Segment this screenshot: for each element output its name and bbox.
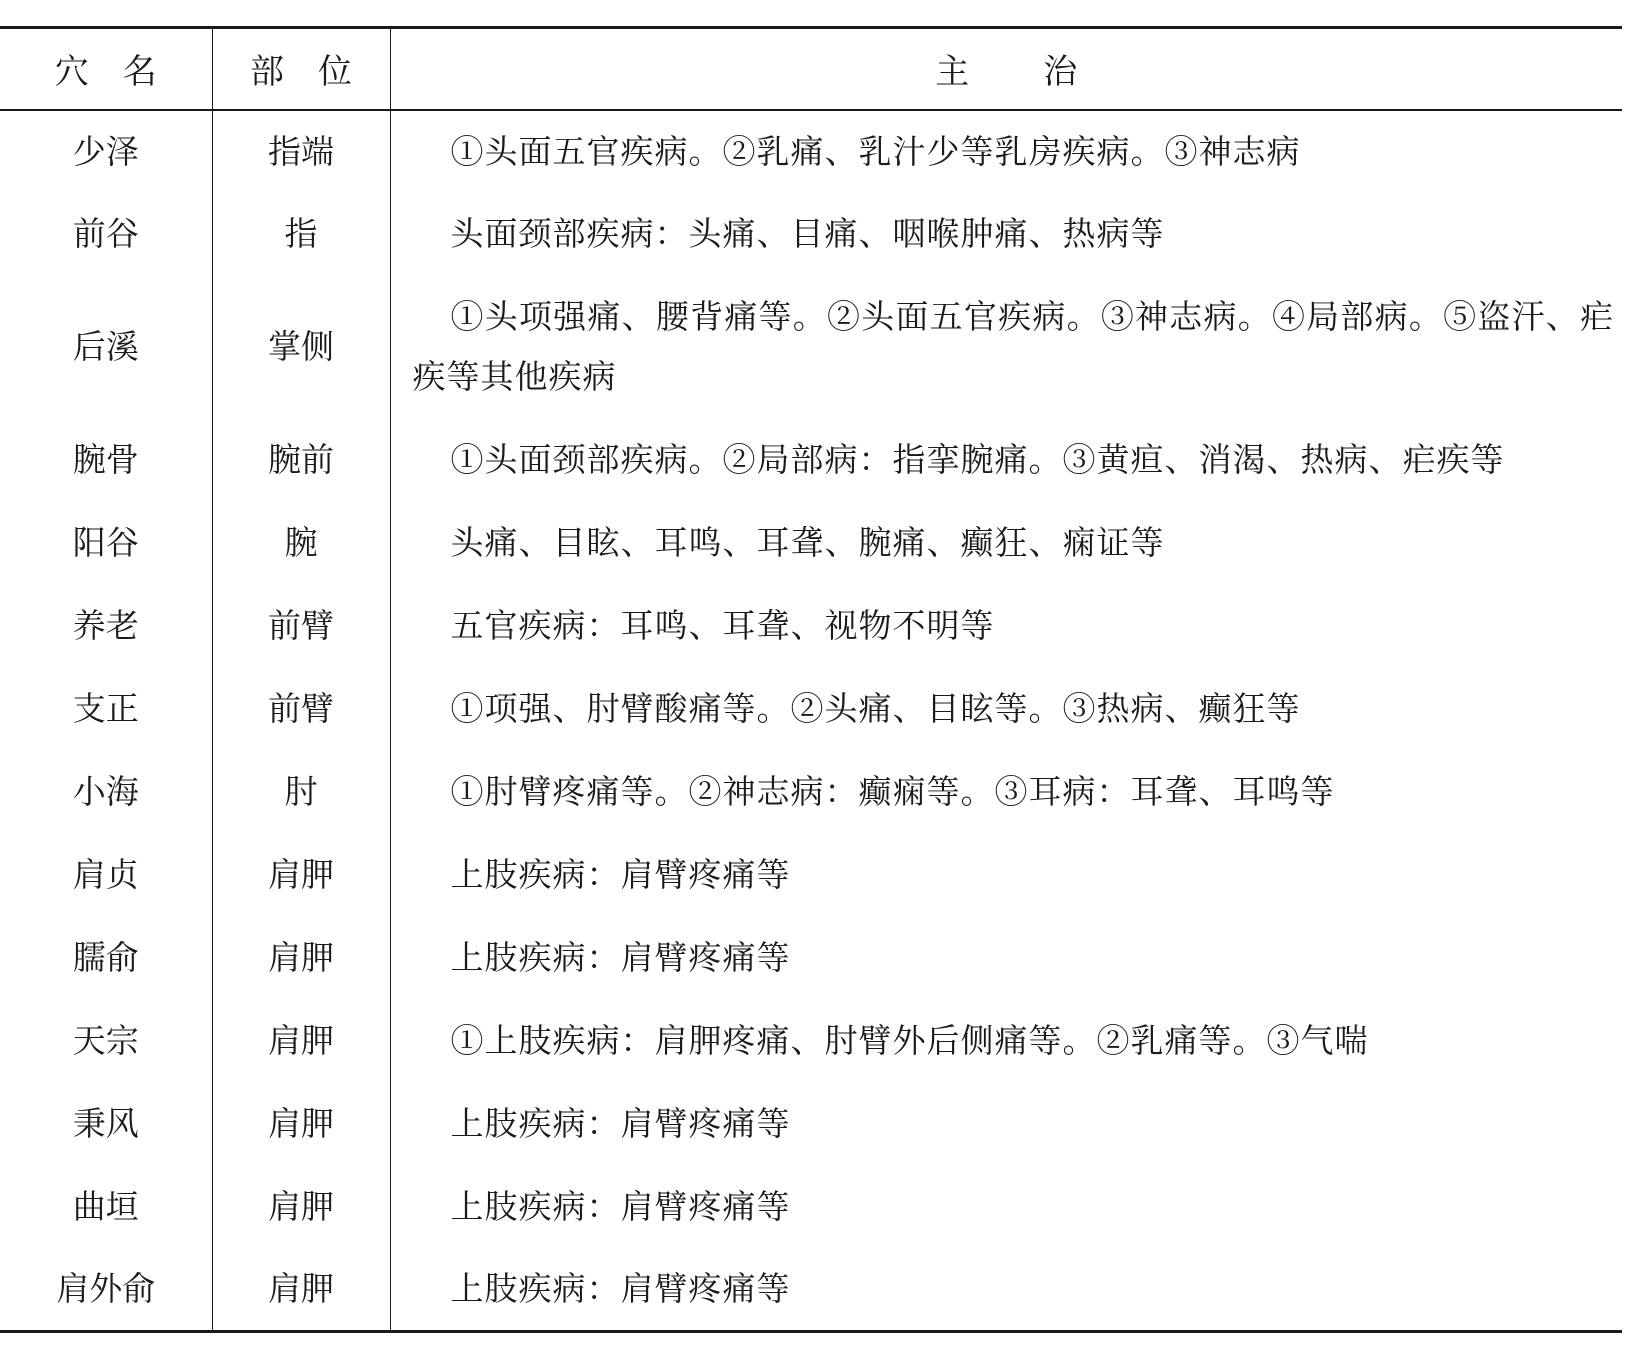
indication-cell: 上肢疾病：肩臂疼痛等 (450, 855, 791, 894)
location-cell: 肩胛 (212, 1000, 390, 1083)
location-cell: 肩胛 (212, 1166, 390, 1249)
point-name-cell: 曲垣 (0, 1166, 212, 1249)
indication-cell: ①头面颈部疾病。②局部病：指挛腕痛。③黄疸、消渴、热病、疟疾等 (450, 440, 1505, 479)
indication-cell: 上肢疾病：肩臂疼痛等 (450, 1187, 791, 1226)
point-name-cell: 养老 (0, 585, 212, 668)
header-row (0, 28, 1622, 110)
indication-cell: ①肘臂疼痛等。②神志病：癫痫等。③耳病：耳聋、耳鸣等 (450, 772, 1335, 811)
table-row (0, 110, 1622, 193)
location-cell: 掌侧 (212, 276, 390, 419)
point-name-cell: 腕骨 (0, 419, 212, 502)
header-indication: 主治 (390, 28, 1622, 110)
location-cell: 指 (212, 193, 390, 276)
point-name-cell: 少泽 (0, 110, 212, 193)
location-cell: 肩胛 (212, 1083, 390, 1166)
indication-cell: 五官疾病：耳鸣、耳聋、视物不明等 (450, 606, 995, 645)
location-cell: 肩胛 (212, 1249, 390, 1332)
point-name-cell: 肩贞 (0, 834, 212, 917)
location-cell: 肘 (212, 751, 390, 834)
indication-cell: ①头面五官疾病。②乳痛、乳汁少等乳房疾病。③神志病 (450, 131, 1301, 171)
indication-cell: 头面颈部疾病：头痛、目痛、咽喉肿痛、热病等 (450, 214, 1165, 253)
location-cell: 前臂 (212, 668, 390, 751)
point-name-cell: 天宗 (0, 1000, 212, 1083)
table-row (0, 419, 1622, 502)
table-body (0, 110, 1622, 1332)
point-name-cell: 小海 (0, 751, 212, 834)
table-row (0, 502, 1622, 585)
table-row (0, 834, 1622, 917)
indication-cell: 上肢疾病：肩臂疼痛等 (450, 1104, 791, 1143)
table-row (0, 585, 1622, 668)
point-name-cell: 秉风 (0, 1083, 212, 1166)
location-cell: 肩胛 (212, 917, 390, 1000)
table-row (0, 1166, 1622, 1249)
table-row (0, 1000, 1622, 1083)
table-row (0, 917, 1622, 1000)
table-row (0, 1249, 1622, 1332)
acupoint-table (0, 26, 1622, 1333)
indication-cell: ①项强、肘臂酸痛等。②头痛、目眩等。③热病、癫狂等 (450, 689, 1301, 728)
indication-cell: 上肢疾病：肩臂疼痛等 (390, 1249, 1622, 1332)
point-name-cell: 肩外俞 (0, 1249, 212, 1332)
indication-cell: ①头项强痛、腰背痛等。②头面五官疾病。③神志病。④局部病。⑤盗汗、疟疾等其他疾病 (412, 297, 1614, 396)
table-row (0, 1083, 1622, 1166)
header-location: 部位 (212, 28, 390, 110)
indication-cell: 上肢疾病：肩臂疼痛等 (450, 938, 791, 977)
table-row (0, 193, 1622, 276)
point-name-cell: 前谷 (0, 193, 212, 276)
table-header (0, 28, 1622, 110)
location-cell: 腕 (212, 502, 390, 585)
table-row (0, 668, 1622, 751)
location-cell: 腕前 (212, 419, 390, 502)
point-name-cell: 阳谷 (0, 502, 212, 585)
table-row (0, 751, 1622, 834)
location-cell: 指端 (212, 110, 390, 193)
point-name-cell: 后溪 (0, 276, 212, 419)
location-cell: 前臂 (212, 585, 390, 668)
indication-cell: ①上肢疾病：肩胛疼痛、肘臂外后侧痛等。②乳痛等。③气喘 (450, 1021, 1369, 1060)
point-name-cell: 支正 (0, 668, 212, 751)
point-name-cell: 臑俞 (0, 917, 212, 1000)
location-cell: 肩胛 (212, 834, 390, 917)
indication-cell: 头痛、目眩、耳鸣、耳聋、腕痛、癫狂、痫证等 (450, 523, 1165, 562)
header-point-name: 穴名 (0, 28, 212, 110)
table-row (0, 276, 1622, 419)
